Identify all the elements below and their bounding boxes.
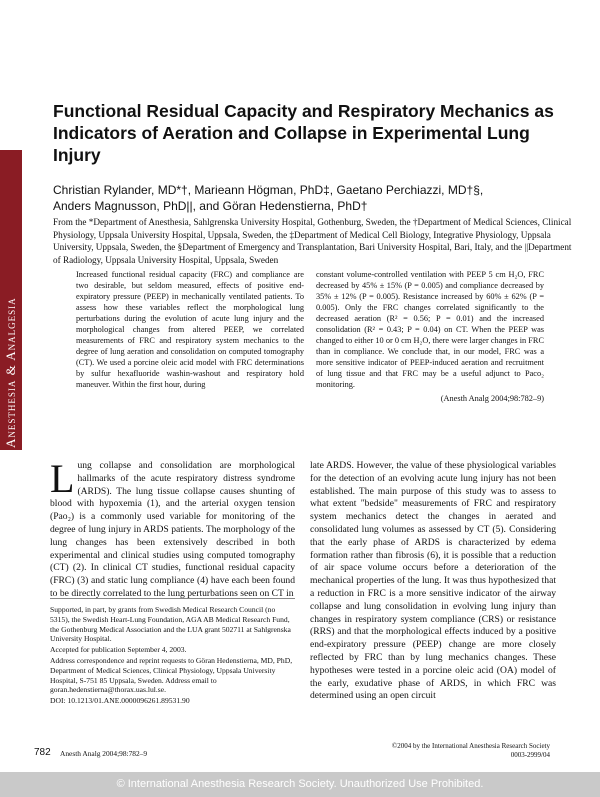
issn-line: 0003-2999/04 (510, 751, 550, 759)
abstract-right: constant volume-controlled ventilation with PEEP 5 cm H₂O, FRC decreased by 45% ± 15% (P = 0.005) and compliance decreased by 35% ± 12% (P = 0.005). Resistance increased by 60% ± 62% (P = 0.005). Only the FRC changes correlated significantly to the decreased aeration (R² = 0.56; P = 0.01) and the increased consolidation (R² = 0.43; P = 0.04) on CT. When the PEEP was changed to either 10 or 0 cm H₂O, there were larger changes in FRC than in compliance. We conclude that, in our model, FRC was a more sensitive indicator of PEEP-induced aeration and recruitment of lung tissue and that FRC may be a useful adjunct to Paco₂ monitoring. (316, 270, 544, 389)
copyright-block (330, 742, 550, 760)
body-left-column (50, 456, 295, 601)
author-list (53, 182, 573, 214)
authors-line-1: Christian Rylander, MD*†, Marieann Högman, PhD‡, Gaetano Perchiazzi, MD†§, (53, 183, 484, 197)
watermark-bar: © International Anesthesia Research Society. Unauthorized Use Prohibited. (0, 772, 600, 797)
body-left-text: ung collapse and consolidation are morphological hallmarks of the acute respiratory distress syndrome (ARDS). The lung tissue collapse causes shunting of blood with hypoxemia (1), and the arterial oxygen tension (Pao₂) is a commonly used variable for monitoring of the degree of lung injury in ARDS patients. The morphology of the lung changes has been extensively described in both experimental and clinical studies using computed tomography (CT) (2). In clinical CT studies, functional residual capacity (FRC) (3) and static lung compliance (4) have each been found to be directly correlated to the lung perturbations seen on CT in (50, 460, 295, 599)
footnote-divider (50, 598, 295, 599)
journal-side-label: Anesthesia & Analgesia (3, 297, 18, 448)
footnote-doi: DOI: 10.1213/01.ANE.0000096261.89531.90 (50, 696, 190, 706)
paper-title: Functional Residual Capacity and Respiratory Mechanics as Indicators of Aeration and Collapse in Experimental Lung Injury (53, 101, 554, 165)
footnote-funding: Supported, in part, by grants from Swedish Medical Research Council (no 5315), the Swedish Heart-Lung Foundation, AGA AB Medical Research Fund, the Gothenburg Medical Association and the LUA grant 502711 at Sahlgrenska University Hospital. (50, 605, 291, 644)
affiliations: From the *Department of Anesthesia, Sahlgrenska University Hospital, Gothenburg, Sweden, the †Department of Medical Sciences, Clinical Physiology, Uppsala University Hospital, Uppsala, Sweden, the ‡Department of Medical Cell Biology, Integrative Physiology, Uppsala University, Uppsala, Sweden, the §Department of Emergency and Transplantation, Bari University Hospital, Bari, Italy, and the ||Department of Radiology, Uppsala University Hospital, Uppsala, Sweden (53, 217, 572, 265)
footnote-correspondence: Address correspondence and reprint requests to Göran Hedenstierna, MD, PhD, Department of Medical Sciences, Clinical Physiology, Uppsala University Hospital, S-751 85 Uppsala, Sweden. Address email to goran.hedenstierna@thorax.uas.lul.se. (50, 655, 293, 695)
abstract-left: Increased functional residual capacity (FRC) and compliance are two desirable, but seldom measured, effects of positive end-expiratory pressure (PEEP) in mechanically ventilated patients. To assess how these variables reflect the morphological lung perturbations during the evolution of acute lung injury and the morphological changes from altered PEEP, we correlated measurements of FRC and respiratory system mechanics to the degree of lung aeration and consolidation on computed tomography (CT). We used a porcine oleic acid model with FRC determinations by sulfur hexafluoride washin-washout and respiratory hold maneuver. Within the first hour, during (76, 270, 304, 389)
authors-line-2: Anders Magnusson, PhD||, and Göran Hedenstierna, PhD† (53, 199, 368, 213)
journal-reference: Anesth Analg 2004;98:782–9 (60, 749, 148, 758)
page-number: 782 (34, 747, 51, 758)
copyright-line: ©2004 by the International Anesthesia Research Society (391, 742, 550, 750)
footnotes (50, 605, 295, 707)
drop-cap: L (50, 456, 75, 501)
abstract-citation: (Anesth Analg 2004;98:782–9) (440, 394, 544, 403)
abstract-right-block (316, 269, 544, 404)
footnote-accepted: Accepted for publication September 4, 2003. (50, 645, 187, 655)
body-right-column: late ARDS. However, the value of these physiological variables for the detection of an evolving acute lung injury has not been established. The main purpose of this study was to assess to what extent "bedside" measurements of FRC and respiratory system mechanics detect the changes in aerated and consolidated lung volumes as assessed by CT (5). Considering that the early phase of ARDS is characterized by edema formation rather than fibrosis (6), it is possible that a reduction of air space volume occurs before a deterioration of the mechanical properties of the lung. It was thus hypothesized that a reduction in FRC is a more sensitive indicator of the airway collapse and lung consolidation in evolving lung injury than changes in respiratory system compliance (CRS) or resistance (RRS) and that the morphological effects induced by a positive end-expiratory pressure (PEEP) change are more closely reflected by FRC than by lung mechanics changes. These hypotheses were tested in a porcine oleic acid (OA) model of the early, exudative phase of ARDS, in which FRC was determined using an open circuit (310, 460, 556, 702)
